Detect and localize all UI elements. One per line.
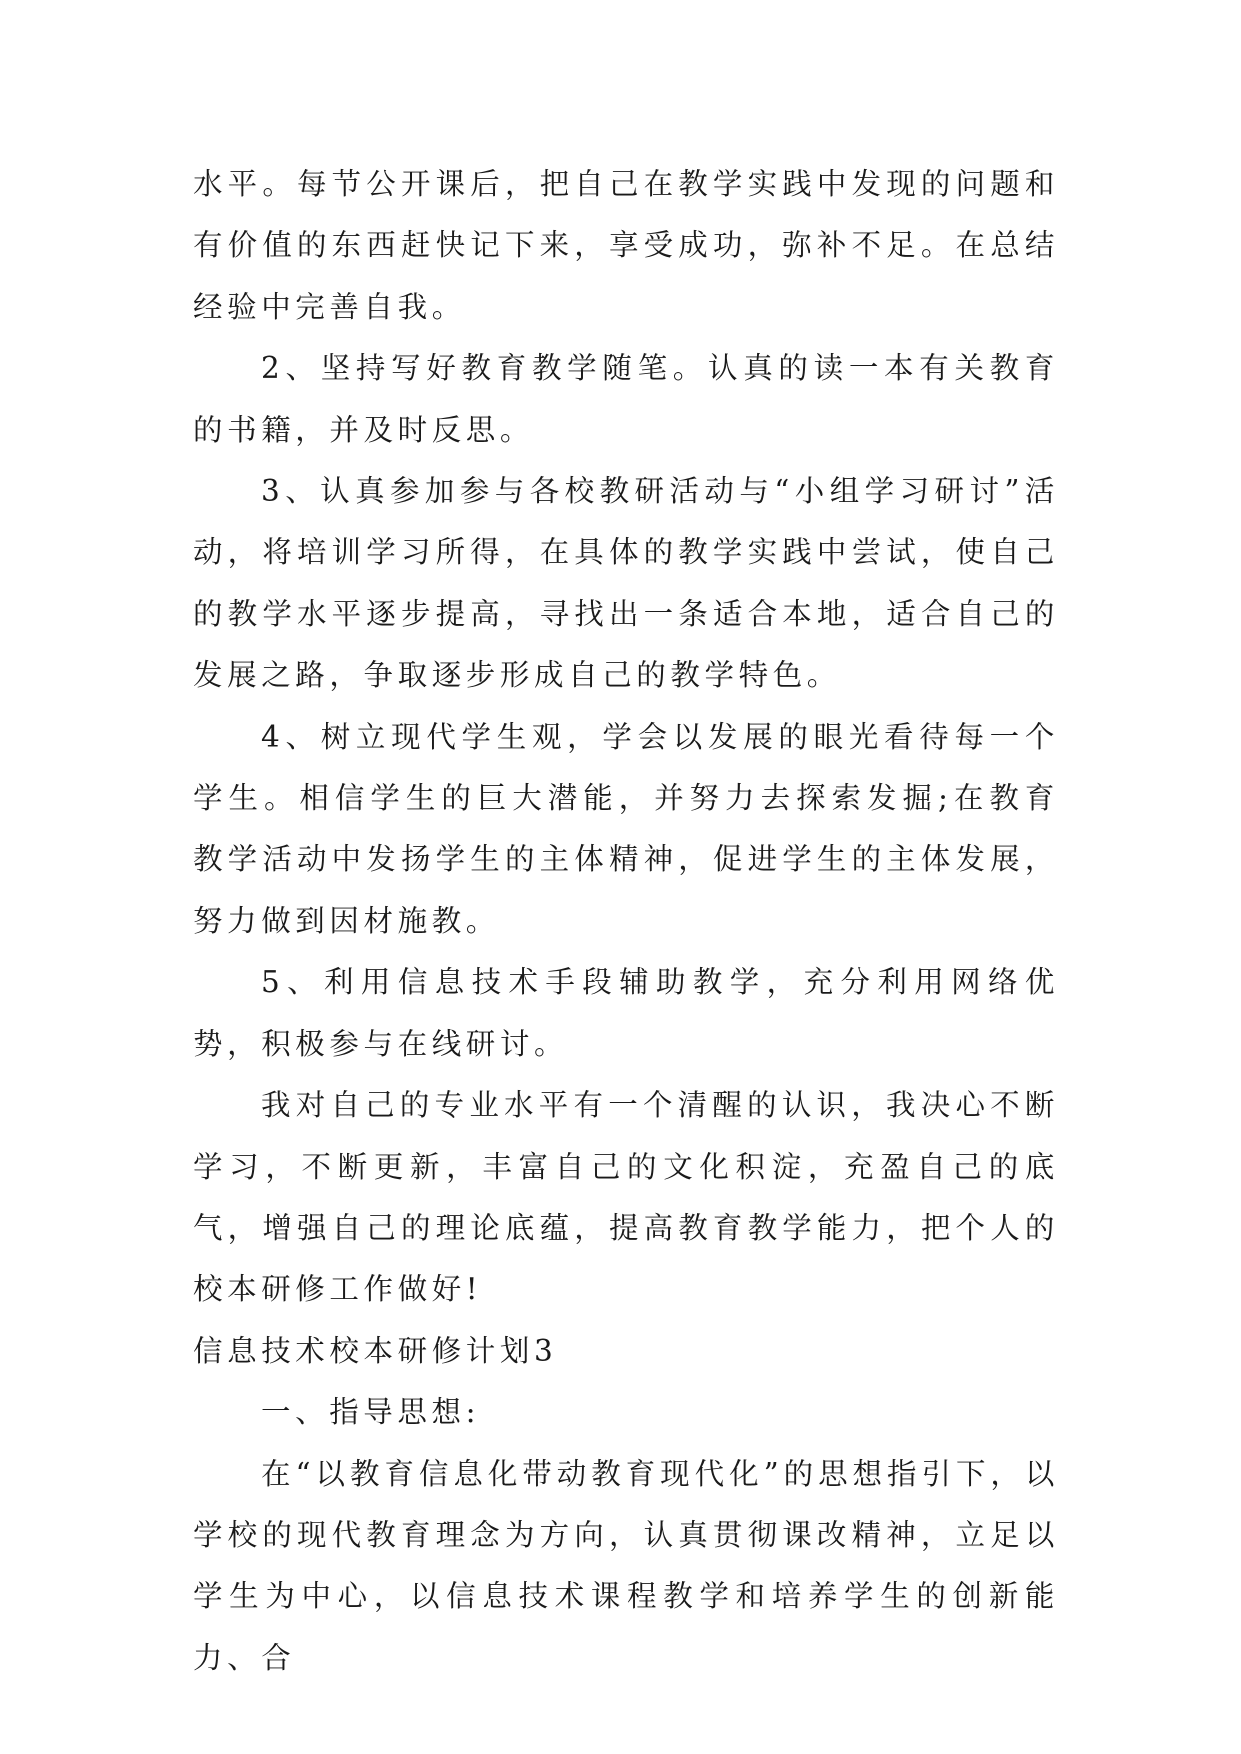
document-body bbox=[193, 154, 1059, 1689]
subsection-heading: 一、指导思想: bbox=[261, 1395, 481, 1430]
paragraph-continuation: 水平。每节公开课后，把自己在教学实践中发现的问题和有价值的东西赶快记下来，享受成功，弥补不足。在总结经验中完善自我。 bbox=[193, 167, 1059, 324]
paragraph-guiding-idea: 在“以教育信息化带动教育现代化”的思想指引下，以学校的现代教育理念为方向，认真贯彻课改精神，立足以学生为中心，以信息技术课程教学和培养学生的创新能力、合 bbox=[193, 1456, 1059, 1675]
paragraph-item-3: 3、认真参加参与各校教研活动与“小组学习研讨”活动，将培训学习所得，在具体的教学实践中尝试，使自己的教学水平逐步提高，寻找出一条适合本地，适合自己的发展之路，争取逐步形成自己的教学特色。 bbox=[193, 474, 1059, 693]
section-title: 信息技术校本研修计划3 bbox=[193, 1333, 558, 1368]
paragraph-item-4: 4、树立现代学生观，学会以发展的眼光看待每一个学生。相信学生的巨大潜能，并努力去探索发掘;在教育教学活动中发扬学生的主体精神，促进学生的主体发展，努力做到因材施教。 bbox=[193, 719, 1059, 938]
paragraph-item-5: 5、利用信息技术手段辅助教学，充分利用网络优势，积极参与在线研讨。 bbox=[193, 965, 1059, 1061]
paragraph-item-2: 2、坚持写好教育教学随笔。认真的读一本有关教育的书籍，并及时反思。 bbox=[193, 351, 1059, 447]
paragraph-conclusion: 我对自己的专业水平有一个清醒的认识，我决心不断学习，不断更新，丰富自己的文化积淀，充盈自己的底气，增强自己的理论底蕴，提高教育教学能力，把个人的校本研修工作做好! bbox=[193, 1088, 1059, 1307]
